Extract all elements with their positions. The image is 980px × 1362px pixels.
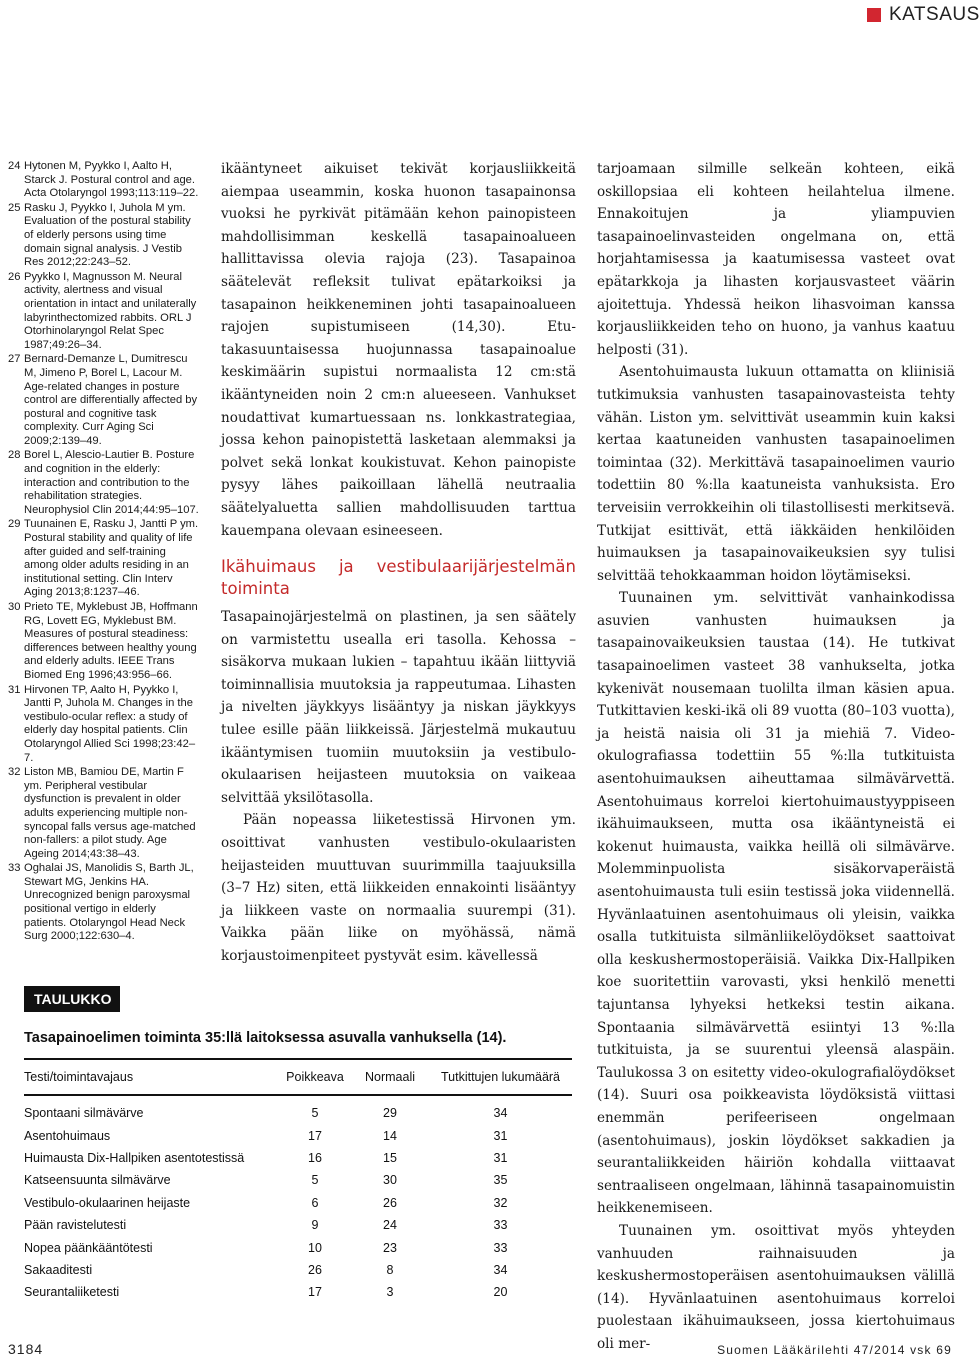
- reference-item: [8, 862, 200, 944]
- reference-number: 25: [8, 201, 21, 214]
- article-column-middle: [221, 158, 576, 968]
- table-label: TAULUKKO 3.: [24, 986, 120, 1012]
- reference-item: [8, 353, 200, 448]
- reference-item: [8, 449, 200, 517]
- table-cell: Katseensuunta silmävärve: [24, 1173, 171, 1188]
- section-heading: Ikähuimaus ja vestibulaarijärjestelmän toiminta: [221, 557, 576, 599]
- reference-number: 27: [8, 353, 21, 366]
- reference-number: 33: [8, 862, 21, 875]
- reference-item: [8, 684, 200, 766]
- reference-text: Rasku J, Pyykko I, Juhola M ym. Evaluation of the postural stability of elderly persons using time domain signal analysis. J Vestib Res 2012;22:243–52.: [24, 201, 191, 269]
- table-cell: 24: [383, 1218, 397, 1233]
- table-cell: 31: [493, 1150, 508, 1165]
- table-cell: Sakaaditesti: [24, 1262, 93, 1277]
- column-header: Normaali: [364, 1070, 415, 1084]
- reference-item: [8, 160, 200, 201]
- journal-name: Suomen Lääkärilehti 47/2014 vsk 69: [717, 1343, 952, 1357]
- body-paragraph: Tuunainen ym. selvittivät vanhainkodissa asuvien vanhusten huimauksen ja tasapainovaikeuksien taustaa (14). He tutkivat tasapainoelimen vasteet 38 vanhukselta, jotka kykenivät nousemaan tuolilta ilman käsien apua. Tutkittavien keski-ikä oli 89 vuotta (80–103 vuotta), ja heistä naisia oli 31 ja miehiä 7. Video-okulografiassa todettiin 55 %:lla tutkituista asentohuimauksen aiheuttamaa silmävärvettä. Asentohuimaus korreloi kiertohuimaustyyppiseen ikähuimaukseen, mutta osa ikääntyneistä ei kokenut huimausta, vaikka heillä oli silmävärve. Molemminpuolista sisäkorvaperäistä asentohuimausta tuli esiin testissä joka viidennellä. Hyvänlaatuinen asentohuimaus oli yleisin, vaikka osalla tutkituista silmänliikelöydökset saattoivat olla keskushermostoperäisiä. Vaikka Dix-Hallpiken koe suoritettiin varovasti, yksi henkilö menetti tajuntansa lyhyeksi hetkeksi testin aikana. Spontaania silmävärvettä esiintyi 13 %:lla tutkituista, ja se suurentui yleensä alaspäin. Taulukossa 3 on esitetty video-okulografialöydökset (14). Suuri osa poikkeavista löydöksistä viittasi enemmän perifeeriseen ongelmaan (asentohuimaus), joskin löydökset sakkadien ja seurantaliikkeiden häiriön kohdalla viittaavat sentraaliseen ongelmaan, lähinnä tasapainomuistin heikkenemiseen.: [597, 590, 955, 1217]
- table-cell: 20: [493, 1285, 508, 1300]
- table-cell: 10: [308, 1240, 322, 1255]
- table-cell: 26: [308, 1262, 322, 1277]
- column-header: Poikkeava: [286, 1070, 344, 1084]
- table-cell: 34: [493, 1262, 508, 1277]
- reference-item: [8, 271, 200, 353]
- table-cell: 33: [493, 1240, 508, 1255]
- table-cell: 34: [493, 1106, 508, 1121]
- section-header: [867, 4, 980, 26]
- reference-text: Tuunainen E, Rasku J, Jantti P ym. Postural stability and quality of life after guided and self-training among older adults residing in an institutional setting. Clin Interv Aging 2013;8:1237–46.: [24, 518, 199, 599]
- data-table: [24, 1058, 572, 1304]
- reference-number: 24: [8, 160, 21, 172]
- reference-list: [8, 160, 200, 945]
- table-cell: 30: [383, 1173, 397, 1188]
- table-cell: 5: [311, 1106, 319, 1121]
- reference-item: [8, 766, 200, 861]
- table-cell: 26: [383, 1195, 397, 1210]
- table-row: [24, 1214, 572, 1236]
- table-cell: 23: [383, 1240, 397, 1255]
- table-cell: Vestibulo-okulaarinen heijaste: [24, 1195, 191, 1210]
- reference-item: [8, 202, 200, 270]
- table-row: [24, 1147, 572, 1169]
- table-cell: 31: [493, 1128, 508, 1143]
- table-row: [24, 1259, 572, 1281]
- table-cell: 5: [311, 1173, 319, 1188]
- body-paragraph: Tuunainen ym. osoittivat myös yhteyden vanhuuden raihnaisuuden ja keskushermostoperäisen asentohuimauksen välillä (14). Hyvänlaatuinen asentohuimaus korreloi puolestaan ikähuimaukseen, jossa kiertohuimaus oli mer-: [597, 1222, 955, 1352]
- table-row: [24, 1236, 572, 1258]
- table-cell: 33: [493, 1218, 508, 1233]
- body-paragraph: Tasapainojärjestelmä on plastinen, ja sen säätely on varmistettu usealla eri tasolla. Kehossa – sisäkorva mukaan lukien – tapahtuu ikään liittyviä toiminnallisia muutoksia ja rappeutumaa. Lihasten ja nivelten jäykkyys lisääntyy ja niskan jäykkyys tulee esille pään liikkeissä. Järjestelmä mukautuu ikääntymisen tuomiin muutoksiin ja vestibulo-okulaarisen heijasteen muutoksia on vaikeaa selvittää yksilötasolla.: [221, 609, 576, 806]
- reference-number: 29: [8, 518, 21, 531]
- table-cell: Asentohuimaus: [24, 1128, 111, 1143]
- reference-text: Hytonen M, Pyykko I, Aalto H, Starck J. Postural control and age. Acta Otolaryngol 1993;113:119–22.: [24, 160, 199, 200]
- reference-text: Bernard-Demanze L, Dumitrescu M, Jimeno P, Borel L, Lacour M. Age-related changes in posture control are differentially affected by postural and cognitive task complexity. Curr Aging Sci 2009;2:139–49.: [24, 353, 198, 447]
- table-cell: 15: [383, 1150, 397, 1165]
- table-title: Tasapainoelimen toiminta 35:llä laitoksessa asuvalla vanhuksella (14).: [24, 1030, 507, 1046]
- body-paragraph: Asentohuimausta lukuun ottamatta on kliinisiä tutkimuksia vanhusten tasapainovasteista tehty vähän. Liston ym. selvittivät useammin kuin kaksi kertaa kaatuneiden vanhusten tasapainoelimen toimintaa (32). Merkittävä tasapainoelimen vaurio todettiin 80 %:lla kaatuneista vanhuksista. Ero terveisiin verrokkeihin oli tilastollisesti merkitsevä. Tutkijat esittivät, että iäkkäiden henkilöiden huimauksen ja tasapainovaikeuksien syy tulisi selvittää tehokkaamman hoidon löytämiseksi.: [597, 364, 955, 584]
- table-cell: 17: [308, 1128, 322, 1143]
- reference-text: Hirvonen TP, Aalto H, Pyykko I, Jantti P, Juhola M. Changes in the vestibulo-ocular reflex: a study of elderly day hospital patients. Clin Otolaryngol Allied Sci 1998;23:42–7.: [24, 683, 196, 764]
- reference-text: Prieto TE, Myklebust JB, Hoffmann RG, Lovett EG, Myklebust BM. Measures of postural steadiness: differences between healthy young and elderly adults. IEEE Trans Biomed Eng 1996;43:956–66.: [24, 601, 198, 681]
- page-number: 3184: [8, 1341, 44, 1357]
- reference-text: Borel L, Alescio-Lautier B. Posture and cognition in the elderly: interaction and contribution to the rehabilitation strategies. Neurophysiol Clin 2014;44:95–107.: [24, 449, 199, 516]
- table-row: [24, 1192, 572, 1214]
- table-cell: 17: [308, 1285, 322, 1300]
- table-row: [24, 1281, 572, 1303]
- table-cell: Seurantaliiketesti: [24, 1285, 120, 1300]
- reference-number: 26: [8, 270, 21, 283]
- table-cell: 6: [311, 1195, 319, 1210]
- table-cell: Nopea päänkääntötesti: [24, 1240, 153, 1255]
- table-cell: 29: [383, 1106, 397, 1121]
- body-paragraph: tarjoamaan silmille selkeän kohteen, eikä oskillopsiaa eli kohteen heilahtelua ilmene. Ennakoitujen ja yliampuvien tasapainoelinvasteiden ongelmana on, että horjahtamisessa ja kaatumisessa vasteet ovat epätarkkoja ja lihasten korjausvasteet väärin ajoitettuja. Yhdessä heikon lihasvoiman kanssa korjausliikkeiden teho on huono, ja vanhus kaatuu helposti (31).: [597, 161, 955, 358]
- reference-item: [8, 518, 200, 600]
- article-column-right: [597, 158, 955, 1355]
- column-header: Tutkittujen lukumäärä: [440, 1070, 561, 1084]
- table-header-row: [24, 1060, 572, 1094]
- body-paragraph: Pään nopeassa liiketestissä Hirvonen ym. osoittivat vanhusten vestibulo-okulaaristen heijasteiden muuttuvan suurimmilla taajuuksilla (3–7 Hz) siten, että liikkeiden ennakointi lisääntyy ja liikkeen vaste on normaalia suurempi (31). Vaikka pään liike on myöhässä, nämä korjaustoimenpiteet pystyvät esim. kävellessä: [221, 812, 576, 964]
- table-body: [24, 1096, 572, 1304]
- section-marker-icon: [867, 8, 881, 22]
- table-cell: Huimausta Dix-Hallpiken asentotestissä: [24, 1150, 245, 1165]
- column-header: Testi/toimintavajaus: [24, 1070, 134, 1084]
- table-row: [24, 1124, 572, 1146]
- reference-number: 30: [8, 601, 21, 613]
- table-cell: 16: [308, 1150, 322, 1165]
- reference-number: 32: [8, 766, 21, 779]
- table-cell: 32: [493, 1195, 508, 1210]
- table-cell: 3: [386, 1285, 394, 1300]
- reference-number: 31: [8, 683, 21, 696]
- table-cell: Spontaani silmävärve: [24, 1106, 144, 1121]
- table-cell: Pään ravistelutesti: [24, 1218, 127, 1233]
- table-cell: 14: [383, 1128, 397, 1143]
- reference-text: Liston MB, Bamiou DE, Martin F ym. Peripheral vestibular dysfunction is prevalent in older adults experiencing multiple non-syncopal falls versus age-matched non-fallers: a pilot study. Age Ageing 2014;43:38–43.: [24, 766, 196, 860]
- body-paragraph: ikääntyneet aikuiset tekivät korjausliikkeitä aiempaa useammin, koska huonon tasapainonsa vuoksi he pyrkivät pitämään kehon painopisteen mahdollisimman keskellä tasapainoalueen hallittavissa olevia rajoja (23). Tasapainoa säätelevät refleksit tulivat epätarkoiksi ja tasapainon heikkeneminen johti tasapainoalueen rajojen supistumiseen (14,30). Etu-takasuuntaisessa huojunnassa tasapainoalue keskimäärin supistui normaalista 12 cm:stä ikääntyneiden noin 2 cm:n alueeseen. Vanhukset noudattivat kumartuessaan ns. lonkkastrategiaa, jossa kehon painopistettä lasketaan alemmaksi ja polvet sekä lonkat koukistuvat. Kehon painopiste pysyy lähes paikoillaan lähellä neutraalia säätelyaluetta sallien mahdollisuuden tarttua kauempana olevaan esineeseen.: [221, 161, 576, 539]
- reference-number: 28: [8, 449, 21, 462]
- reference-item: [8, 601, 200, 683]
- reference-text: Pyykko I, Magnusson M. Neural activity, alertness and visual orientation in intact and unilaterally labyrinthectomized rabbits. ORL J Otorhinolaryngol Relat Spec 1987;49:26–34.: [24, 270, 197, 351]
- reference-text: Oghalai JS, Manolidis S, Barth JL, Stewart MG, Jenkins HA. Unrecognized benign paroxysmal positional vertigo in elderly patients. Otolaryngol Head Neck Surg 2000;122:630–4.: [24, 862, 194, 943]
- table-cell: 8: [386, 1262, 394, 1277]
- section-title: KATSAUS: [889, 4, 980, 25]
- table-cell: 9: [311, 1218, 319, 1233]
- table-row: [24, 1169, 572, 1191]
- table-row: [24, 1102, 572, 1124]
- table-cell: 35: [493, 1173, 508, 1188]
